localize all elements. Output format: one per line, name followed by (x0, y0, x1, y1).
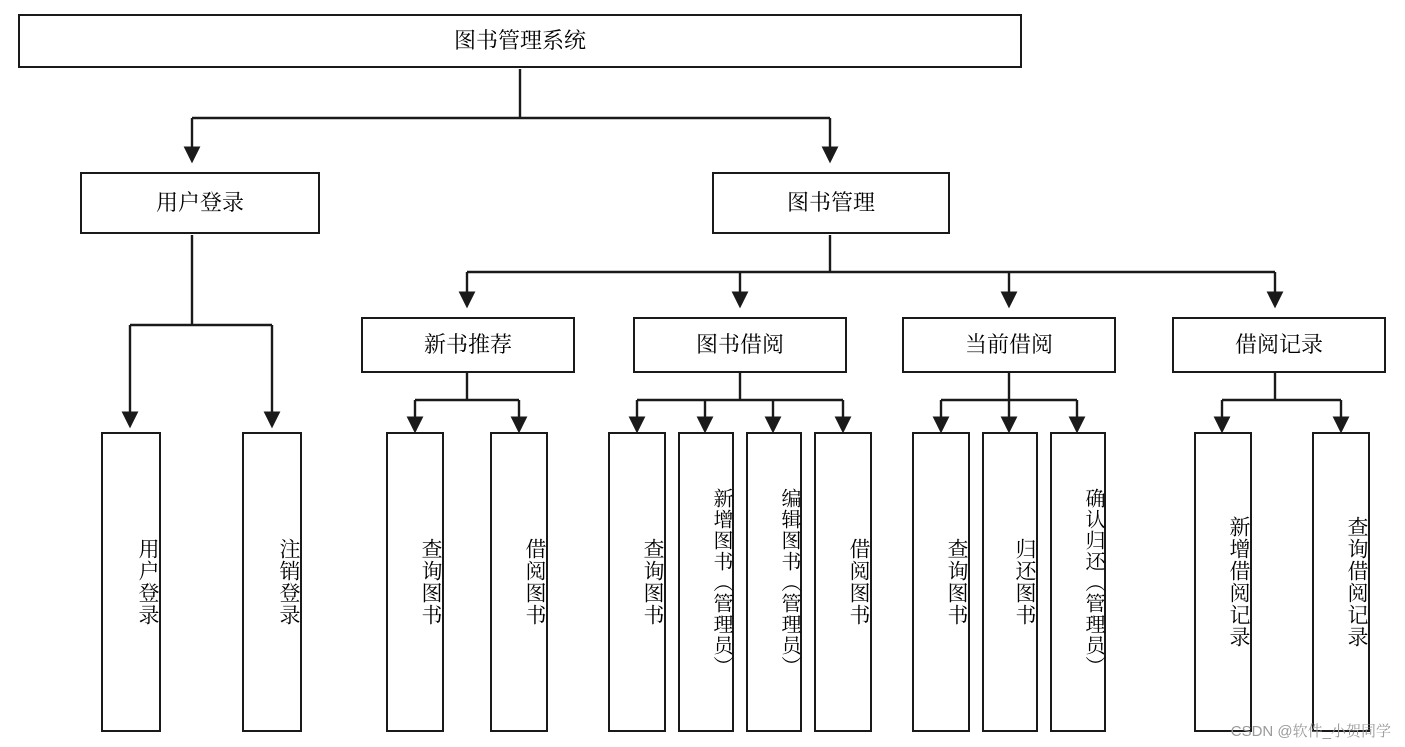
node-query-book-1-label: 查询图书 (419, 538, 442, 626)
node-query-book-3-label: 查询图书 (945, 538, 968, 626)
node-edit-book-label: 编辑图书（管理员） (778, 487, 800, 677)
node-user-login-label: 用户登录 (136, 538, 159, 626)
node-login-label: 用户登录 (155, 190, 244, 216)
node-borrow-book-2-label: 借阅图书 (847, 538, 870, 626)
node-add-borrow-record-label: 新增借阅记录 (1227, 516, 1250, 648)
node-root-label: 图书管理系统 (453, 28, 586, 54)
node-borrow-record[interactable] (1172, 317, 1386, 373)
node-book-manage-label: 图书管理 (786, 190, 875, 216)
node-add-book[interactable] (678, 432, 734, 732)
node-borrow-book-2[interactable] (814, 432, 872, 732)
node-current-borrow[interactable] (902, 317, 1116, 373)
node-query-borrow-record[interactable] (1312, 432, 1370, 732)
node-add-borrow-record[interactable] (1194, 432, 1252, 732)
node-current-borrow-label: 当前借阅 (964, 332, 1053, 358)
node-root[interactable] (18, 14, 1022, 68)
node-edit-book[interactable] (746, 432, 802, 732)
node-borrow-record-label: 借阅记录 (1234, 332, 1323, 358)
node-user-login[interactable] (101, 432, 161, 732)
node-login[interactable] (80, 172, 320, 234)
node-book-borrow-label: 图书借阅 (695, 332, 784, 358)
node-add-book-label: 新增图书（管理员） (710, 487, 732, 677)
watermark-text: CSDN @软件_小贺同学 (1230, 723, 1391, 740)
node-query-borrow-record-label: 查询借阅记录 (1345, 516, 1368, 648)
node-confirm-return-label: 确认归还（管理员） (1082, 487, 1104, 677)
node-new-book-recommend[interactable] (361, 317, 575, 373)
node-query-book-3[interactable] (912, 432, 970, 732)
node-return-book-label: 归还图书 (1013, 538, 1036, 626)
node-query-book-1[interactable] (386, 432, 444, 732)
node-book-manage[interactable] (712, 172, 950, 234)
node-confirm-return[interactable] (1050, 432, 1106, 732)
node-query-book-2-label: 查询图书 (641, 538, 664, 626)
node-borrow-book-1-label: 借阅图书 (523, 538, 546, 626)
node-query-book-2[interactable] (608, 432, 666, 732)
node-borrow-book-1[interactable] (490, 432, 548, 732)
node-logout-login-label: 注销登录 (277, 538, 300, 626)
node-new-book-recommend-label: 新书推荐 (423, 332, 512, 358)
node-return-book[interactable] (982, 432, 1038, 732)
node-logout-login[interactable] (242, 432, 302, 732)
node-book-borrow[interactable] (633, 317, 847, 373)
